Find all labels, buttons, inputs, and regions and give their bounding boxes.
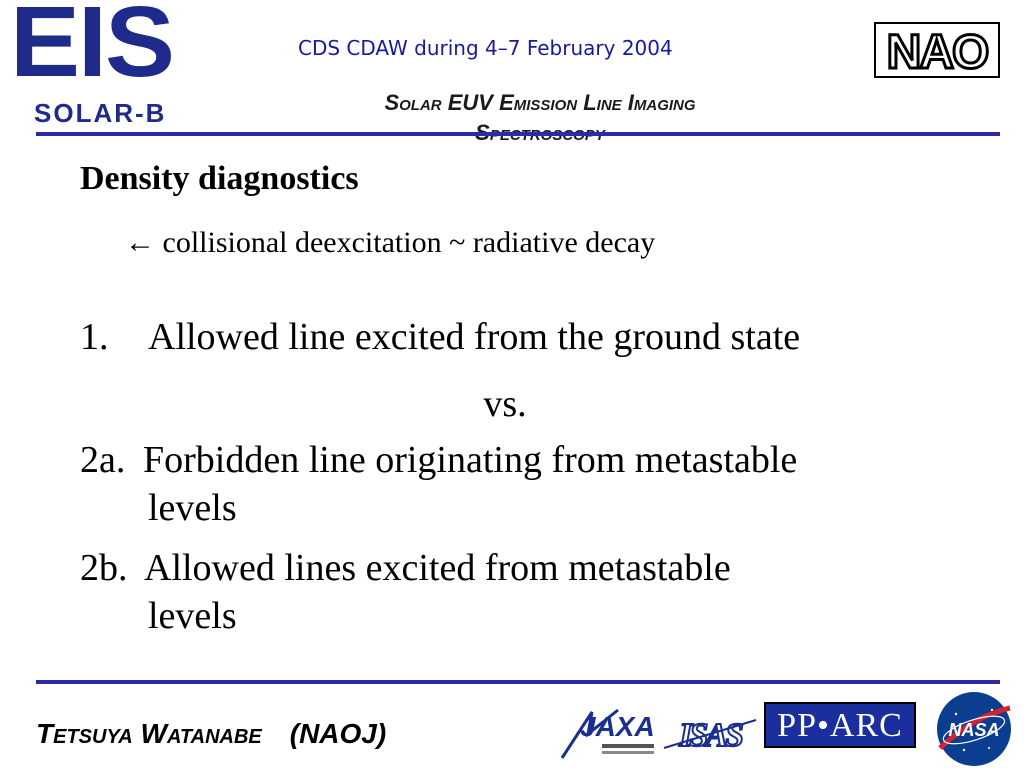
list-item-text: Allowed lines excited from metastable	[144, 547, 731, 589]
list-item-text: Allowed line excited from the ground state	[148, 316, 801, 358]
header-divider	[36, 132, 1000, 136]
pparc-logo	[764, 702, 916, 748]
versus-label: vs.	[483, 383, 527, 425]
eis-solar-b-logo	[10, 0, 190, 128]
nasa-logo	[934, 690, 1014, 768]
subtitle-line-1: Solar EUV Emission Line Imaging	[384, 90, 696, 115]
pparc-logo-text: PP•ARC	[777, 707, 903, 744]
slide-subline: ← collisional deexcitation ~ radiative decay	[125, 226, 656, 259]
jaxa-logo-text: JAXA	[580, 711, 655, 742]
list-item-text-continued: levels	[148, 487, 237, 529]
naoj-logo	[874, 22, 1000, 78]
isas-logo-text: ISAS	[679, 717, 741, 754]
isas-logo	[662, 714, 758, 754]
list-item	[80, 313, 109, 361]
slide-title: Density diagnostics	[80, 160, 359, 197]
list-item-marker: 2a.	[80, 439, 126, 481]
jaxa-logo	[558, 704, 658, 764]
list-item-marker: 1.	[80, 316, 109, 358]
list-item-marker: 2b.	[80, 547, 128, 589]
solar-b-logo-text: SOLAR-B	[34, 98, 167, 128]
list-item-text: Forbidden line originating from metastable	[143, 439, 798, 481]
list-item-text-continued: levels	[148, 595, 237, 637]
footer-divider	[36, 680, 1000, 684]
list-item	[80, 544, 128, 592]
author-credit: Tetsuya Watanabe (NAOJ)	[36, 718, 387, 749]
conference-title: CDS CDAW during 4–7 February 2004	[298, 36, 673, 60]
list-item	[80, 436, 125, 484]
presentation-subtitle	[250, 88, 830, 148]
nasa-logo-text: NASA	[948, 720, 1000, 740]
eis-logo-text: EIS	[10, 0, 173, 98]
naoj-logo-text: NAO	[886, 26, 988, 78]
